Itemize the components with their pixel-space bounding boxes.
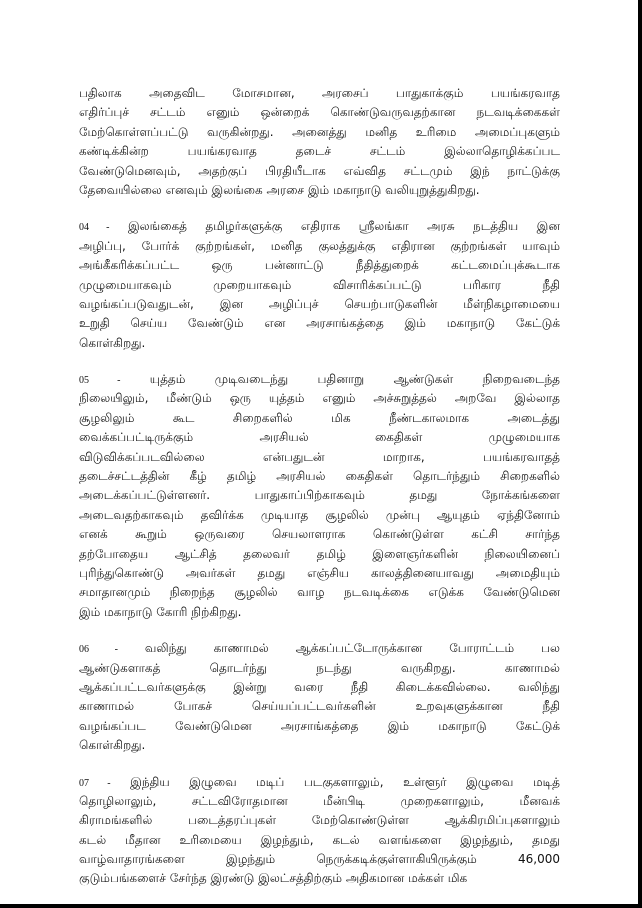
paragraph-number: 06 - bbox=[79, 644, 118, 656]
line-text: வழங்கப்பட வேண்டுமென அரசாங்கத்தை இம் மகாநாடு கேட்டுக் bbox=[79, 718, 560, 733]
line-text: தேவையில்லை எனவும் இலங்கை அரசை இம் மகாநாடு வலியுறுத்துகிறது. bbox=[79, 182, 480, 197]
text-line bbox=[79, 831, 560, 850]
line-text: நிலையிலும், மீண்டும் ஒரு யுத்தம் எனும் அச்சுறுத்தல் அறவே இல்லாத bbox=[79, 391, 560, 406]
line-text: அங்கீகரிக்கப்பட்ட ஒரு பன்னாட்டு நீதித்துறைக் கட்டமைப்புக்கூடாக bbox=[79, 258, 560, 273]
text-line bbox=[79, 123, 560, 142]
line-text: கொள்கிறது. bbox=[79, 738, 146, 753]
text-line bbox=[79, 276, 560, 295]
text-line bbox=[79, 84, 560, 103]
text-line bbox=[79, 314, 560, 333]
text-line bbox=[79, 467, 560, 486]
paragraph-04 bbox=[79, 217, 560, 353]
line-text: வைக்கப்பட்டிருக்கும் அரசியல் கைதிகள் முழுமையாக bbox=[79, 430, 560, 445]
line-text: உறுதி செய்ய வேண்டும் என அரசாங்கத்தை இம் மகாநாடு கேட்டுக் bbox=[79, 316, 560, 331]
paragraph-number: 07 - bbox=[79, 777, 111, 789]
text-line bbox=[79, 697, 560, 716]
text-line bbox=[79, 545, 560, 564]
line-text: வாழ்வாதாரங்களை இழந்தும் நெருக்கடிக்குள்ளாகியிருக்கும் 46,000 bbox=[79, 852, 560, 867]
text-line bbox=[79, 639, 560, 658]
line-text: கிராமங்களில் படைத்தரப்புகள் மேற்கொண்டுள்ள ஆக்கிரமிப்புகளாலும் bbox=[79, 813, 560, 828]
paragraph-05 bbox=[79, 370, 560, 622]
line-text: இம் மகாநாடு கோரி நிற்கிறது. bbox=[79, 604, 242, 619]
line-text: கண்டிக்கின்ற பயங்கரவாத தடைச் சட்டம் இல்லாதொழிக்கப்பட bbox=[79, 144, 560, 159]
text-line bbox=[79, 181, 560, 200]
text-line bbox=[79, 603, 560, 622]
line-text: சூழலிலும் கூட சிறைகளில் மிக நீண்டகாலமாக அடைத்து bbox=[79, 410, 560, 425]
text-line bbox=[79, 678, 560, 697]
line-text: எதிர்ப்புச் சட்டம் எனும் ஒன்றைக் கொண்டுவருவதற்கான நடவடிக்கைகள் bbox=[79, 105, 560, 120]
line-text: புரிந்துகொண்டு அவர்கள் தமது எஞ்சிய காலத்தினையாவது அமைதியும் bbox=[79, 565, 560, 580]
line-text: வேண்டுமெனவும், அதற்குப் பிரதியீடாக எவ்வித சட்டமும் இந் நாட்டுக்கு bbox=[79, 163, 560, 178]
text-line bbox=[79, 583, 560, 602]
text-line bbox=[79, 334, 560, 353]
paragraph-number: 05 - bbox=[79, 375, 121, 387]
text-line bbox=[79, 370, 560, 389]
document-body bbox=[79, 84, 560, 906]
line-text: எனக் கூறும் ஒருவரை செயலாளராக கொண்டுள்ள கட்சி சார்ந்த bbox=[79, 527, 560, 542]
text-line bbox=[79, 659, 560, 678]
line-text: தடைச்சட்டத்தின் கீழ் தமிழ் அரசியல் கைதிகள் தொடர்ந்தும் சிறைகளில் bbox=[79, 469, 560, 484]
text-line bbox=[79, 237, 560, 256]
text-line bbox=[79, 162, 560, 181]
line-text: யுத்தம் முடிவடைந்து பதினாறு ஆண்டுகள் நிறைவடைந்த bbox=[149, 372, 560, 387]
text-line bbox=[79, 869, 560, 888]
line-text: ஆக்கப்பட்டவர்களுக்கு இன்று வரை நீதி கிடைக்கவில்லை. வலிந்து bbox=[79, 679, 560, 694]
line-text: இந்திய இழுவை மடிப் படகுகளாலும், உள்ளூர் இழுவை மடித் bbox=[130, 774, 560, 789]
line-text: அழிப்பு, போர்க் குற்றங்கள், மனித குலத்துக்கு எதிரான குற்றங்கள் யாவும் bbox=[79, 238, 560, 253]
line-text: கடல் மீதான உரிமையை இழந்தும், கடல் வளங்களை இழந்தும், தமது bbox=[79, 832, 560, 847]
text-line bbox=[79, 773, 560, 792]
line-text: அடைக்கப்பட்டுள்ளனர். பாதுகாப்பிற்காகவும் தமது நோக்கங்களை bbox=[79, 488, 560, 503]
line-text: பதிலாக அதைவிட மோசமான, அரசைப் பாதுகாக்கும் பயங்கரவாத bbox=[79, 86, 560, 100]
text-line bbox=[79, 850, 560, 869]
line-text: விடுவிக்கப்படவில்லை என்பதுடன் மாறாக, பயங்கரவாதத் bbox=[79, 449, 560, 464]
text-line bbox=[79, 564, 560, 583]
text-line bbox=[79, 217, 560, 236]
line-text: ஆண்டுகளாகத் தொடர்ந்து நடந்து வருகிறது. காணாமல் bbox=[79, 660, 560, 675]
text-line bbox=[79, 428, 560, 447]
text-line bbox=[79, 486, 560, 505]
text-line bbox=[79, 389, 560, 408]
paragraph-continued bbox=[79, 84, 560, 200]
line-text: காணாமல் போகச் செய்யப்பட்டவர்களின் உறவுகளுக்கான நீதி bbox=[79, 699, 560, 714]
line-text: தற்போதைய ஆட்சித் தலைவர் தமிழ் இளைஞர்களின் நிலையினைப் bbox=[79, 546, 560, 561]
text-line bbox=[79, 506, 560, 525]
text-line bbox=[79, 717, 560, 736]
line-text: தொழிலாலும், சட்டவிரோதமான மீன்பிடி முறைகளாலும், மீனவக் bbox=[79, 793, 560, 808]
line-text: மேற்கொள்ளப்பட்டு வருகின்றது. அனைத்து மனித உரிமை அமைப்புகளும் bbox=[79, 124, 560, 139]
line-text: இலங்கைத் தமிழர்களுக்கு எதிராக ஸ்ரீலங்கா அரசு நடத்திய இன bbox=[127, 219, 560, 234]
line-text: அடைவதற்காகவும் தவிர்க்க முடியாத சூழலில் முன்பு ஆயுதம் ஏந்தினோம் bbox=[79, 507, 560, 522]
paragraph-07 bbox=[79, 773, 560, 889]
text-line bbox=[79, 736, 560, 755]
paragraph-06 bbox=[79, 639, 560, 755]
line-text: சமாதானமும் நிறைந்த சூழலில் வாழ நடவடிக்கை எடுக்க வேண்டுமென bbox=[79, 585, 560, 600]
text-line bbox=[79, 256, 560, 275]
text-line bbox=[79, 792, 560, 811]
text-line bbox=[79, 448, 560, 467]
text-line bbox=[79, 142, 560, 161]
text-line bbox=[79, 295, 560, 314]
paragraph-number: 04 - bbox=[79, 222, 110, 234]
text-line bbox=[79, 103, 560, 122]
line-text: குடும்பங்களைச் சேர்ந்த இரண்டு இலட்சத்திற்கும் அதிகமான மக்கள் மிக bbox=[79, 871, 468, 886]
text-line bbox=[79, 811, 560, 830]
text-line bbox=[79, 409, 560, 428]
line-text: கொள்கிறது. bbox=[79, 335, 146, 350]
line-text: வழங்கப்படுவதுடன், இன அழிப்புச் செயற்பாடுகளின் மீள்நிகழாமையை bbox=[79, 296, 560, 311]
line-text: வலிந்து காணாமல் ஆக்கப்பட்டோருக்கான போராட்டம் பல bbox=[144, 641, 560, 656]
text-line bbox=[79, 525, 560, 544]
line-text: முழுமையாகவும் முறையாகவும் விசாரிக்கப்பட்டு பரிகார நீதி bbox=[79, 277, 560, 292]
